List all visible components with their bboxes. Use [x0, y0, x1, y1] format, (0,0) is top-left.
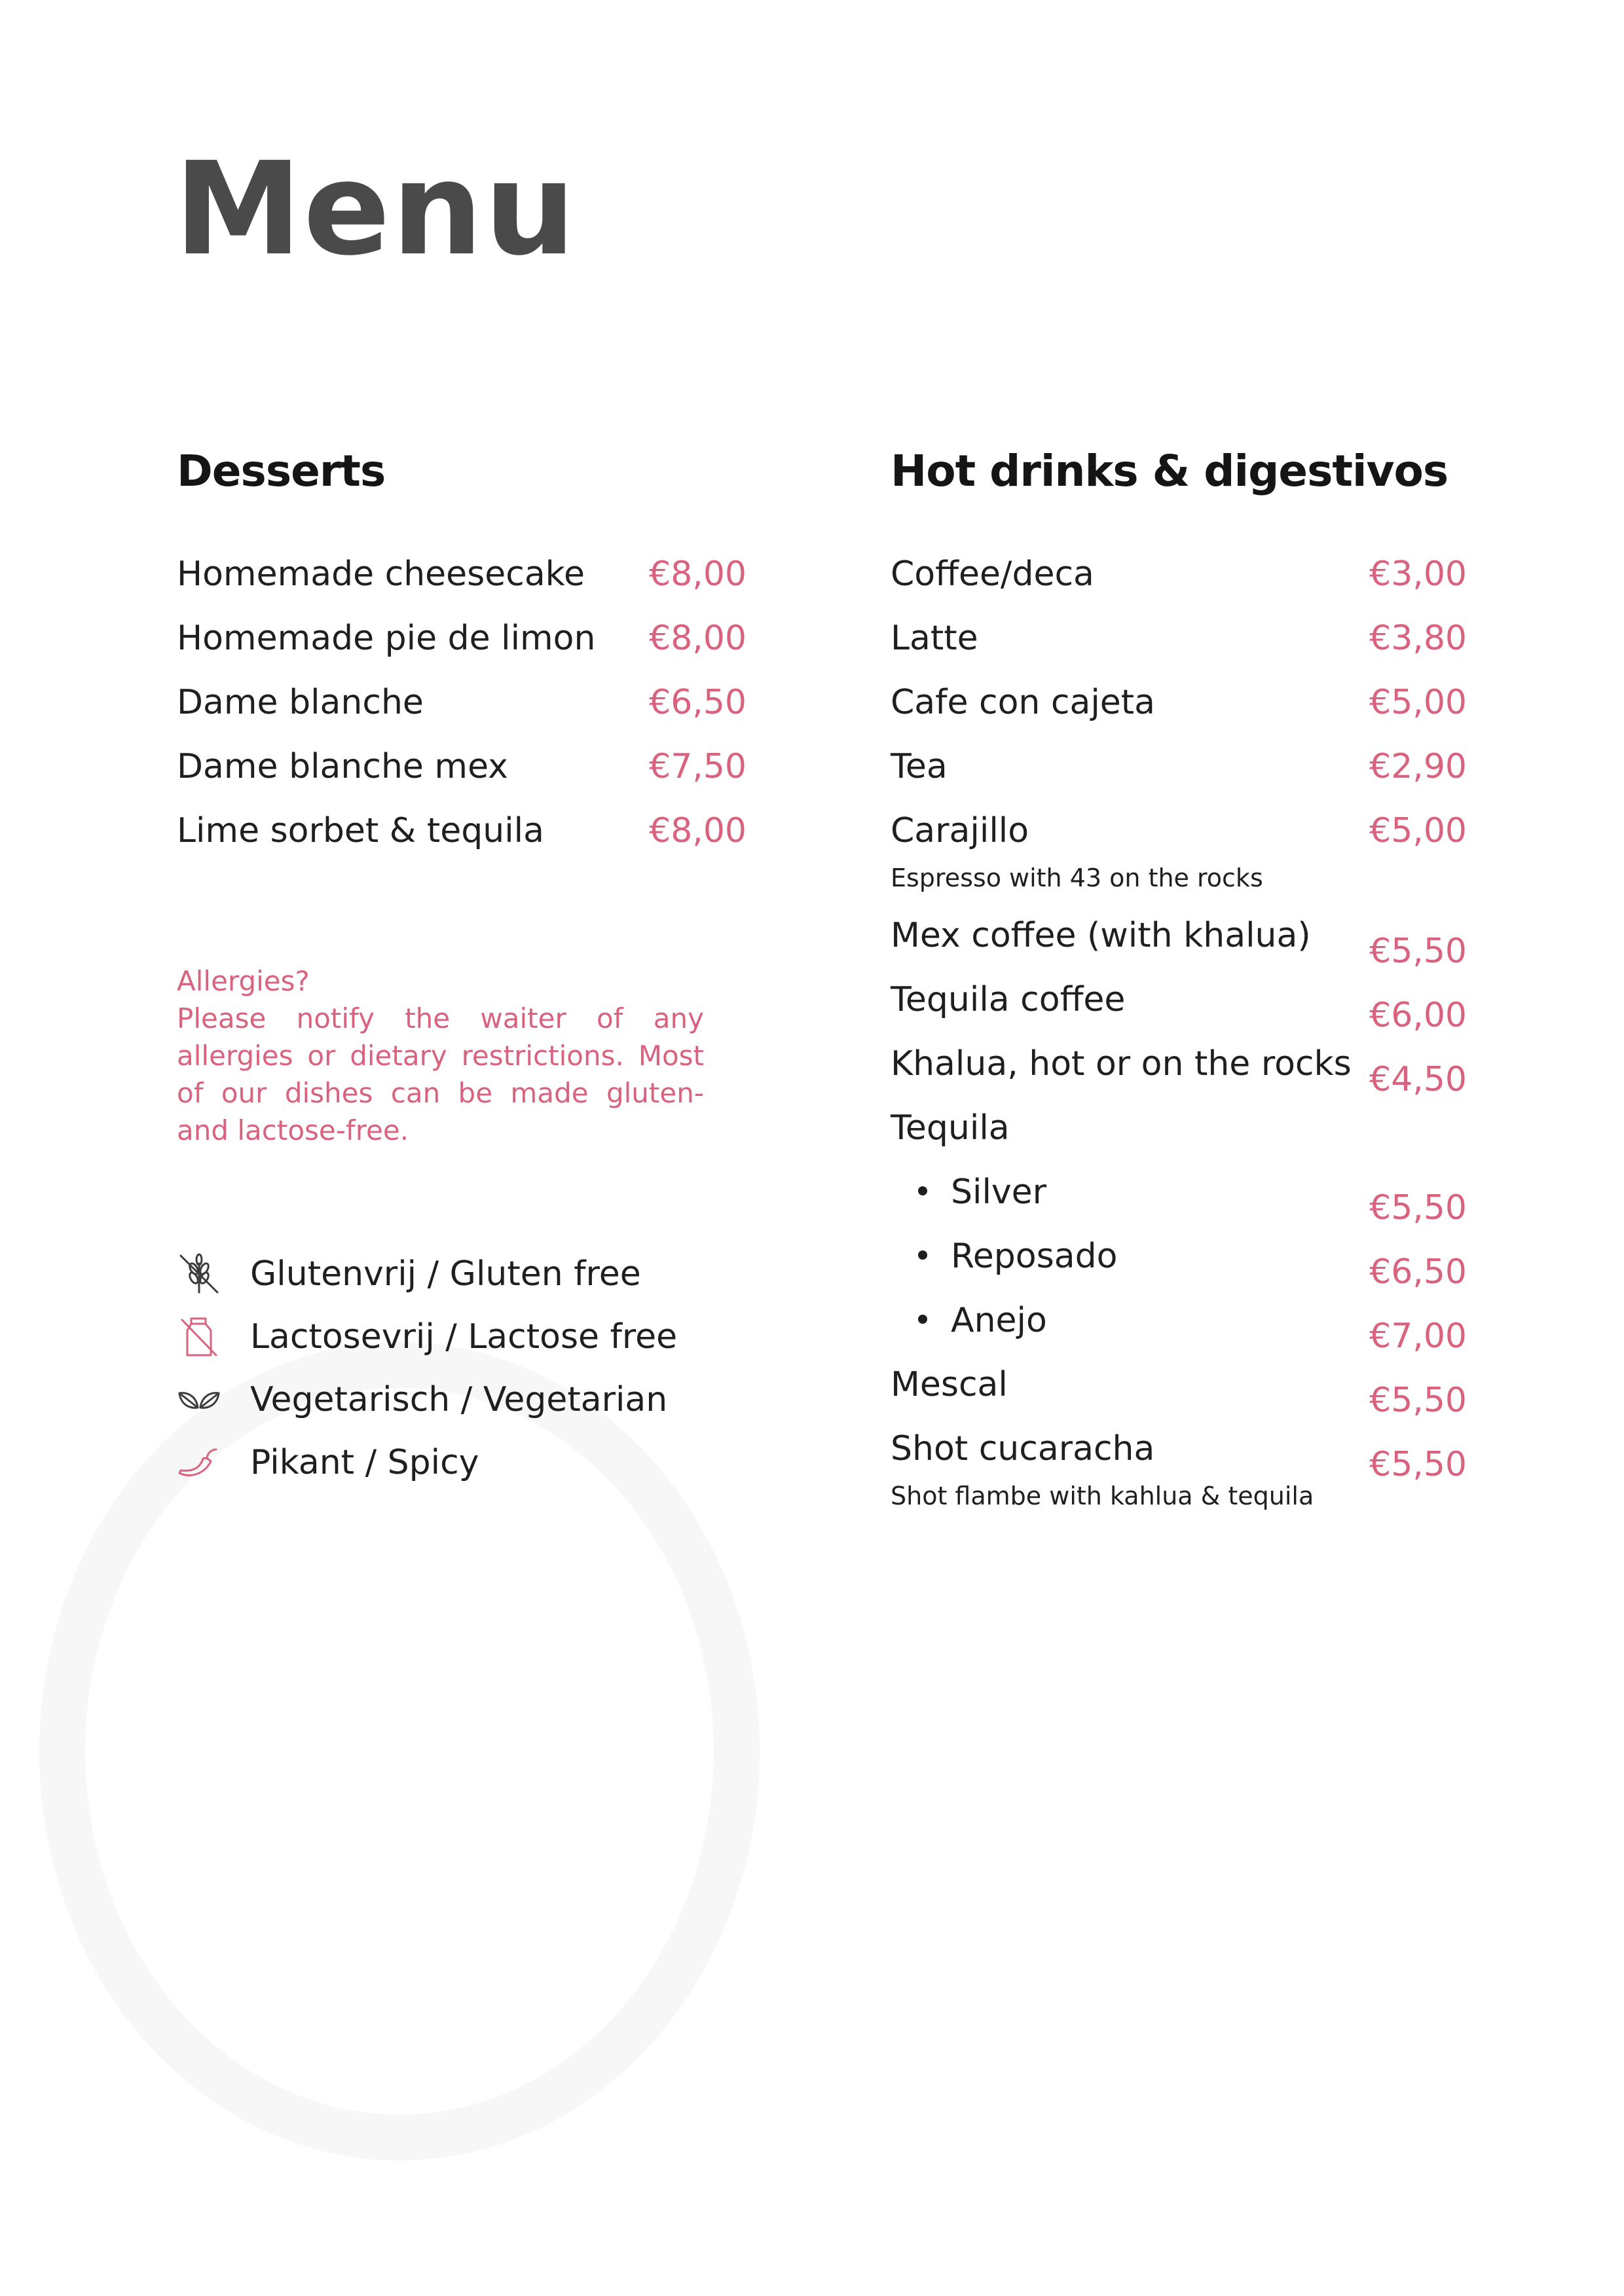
drink-item — [891, 1355, 1467, 1419]
drinks-heading: Hot drinks & digestivos — [891, 446, 1449, 496]
drink-item — [891, 1099, 1467, 1163]
item-description: Espresso with 43 on the rocks — [891, 864, 1263, 892]
item-price: €6,00 — [1369, 996, 1467, 1035]
item-price: €8,00 — [649, 619, 747, 658]
item-price: €3,00 — [1369, 555, 1467, 594]
drink-item — [891, 1034, 1467, 1099]
vegetarian-icon — [177, 1377, 221, 1422]
item-name: Mescal — [891, 1365, 1008, 1404]
item-price: €5,00 — [1369, 683, 1467, 722]
drink-item — [891, 906, 1467, 970]
dessert-item — [177, 737, 747, 801]
item-price: €5,50 — [1369, 932, 1467, 971]
item-name: Tequila — [891, 1108, 1010, 1148]
dessert-item — [177, 545, 747, 609]
bullet-icon — [918, 1315, 927, 1324]
item-price: €5,50 — [1369, 1188, 1467, 1228]
drinks-column — [891, 439, 1467, 1524]
drink-item — [891, 545, 1467, 609]
item-price: €4,50 — [1369, 1060, 1467, 1099]
drink-sub-item — [891, 1163, 1467, 1227]
legend-row-lactose-free — [177, 1305, 740, 1368]
item-name: Anejo — [951, 1301, 1047, 1340]
drink-item — [891, 801, 1467, 906]
desserts-list — [177, 545, 747, 866]
item-name: Lime sorbet & tequila — [177, 811, 544, 850]
legend-label: Pikant / Spicy — [250, 1443, 479, 1482]
item-price: €5,50 — [1369, 1445, 1467, 1484]
legend-row-gluten-free — [177, 1243, 740, 1305]
spicy-icon — [177, 1440, 221, 1485]
dessert-item — [177, 801, 747, 866]
item-name: Tequila coffee — [891, 980, 1126, 1019]
item-price: €2,90 — [1369, 747, 1467, 786]
item-name: Shot cucaracha — [891, 1429, 1155, 1468]
drinks-list — [891, 545, 1467, 1524]
legend-label: Vegetarisch / Vegetarian — [250, 1380, 668, 1419]
item-price: €3,80 — [1369, 619, 1467, 658]
drink-item — [891, 609, 1467, 673]
dessert-item — [177, 673, 747, 737]
item-price: €5,50 — [1369, 1381, 1467, 1420]
item-name: Tea — [891, 747, 948, 786]
item-description: Shot flambe with kahlua & tequila — [891, 1482, 1314, 1510]
legend-row-spicy — [177, 1431, 740, 1494]
desserts-heading: Desserts — [177, 446, 386, 496]
desserts-column — [177, 439, 747, 1482]
item-price: €8,00 — [649, 555, 747, 594]
item-name: Homemade cheesecake — [177, 555, 585, 594]
item-name: Carajillo — [891, 811, 1029, 850]
item-price: €8,00 — [649, 811, 747, 850]
item-name: Coffee/deca — [891, 555, 1094, 594]
allergy-title: Allergies? — [177, 965, 310, 997]
item-name: Mex coffee (with khalua) — [891, 916, 1311, 955]
item-price: €6,50 — [1369, 1252, 1467, 1292]
item-name: Dame blanche — [177, 683, 424, 722]
item-price: €5,00 — [1369, 811, 1467, 850]
item-name: Reposado — [951, 1237, 1118, 1276]
drink-item — [891, 673, 1467, 737]
legend-label: Glutenvrij / Gluten free — [250, 1254, 641, 1294]
dessert-item — [177, 609, 747, 673]
lactose-free-icon — [177, 1315, 221, 1359]
drink-sub-item — [891, 1291, 1467, 1355]
item-name: Latte — [891, 619, 978, 658]
item-name: Khalua, hot or on the rocks — [891, 1044, 1352, 1084]
gluten-free-icon — [177, 1252, 221, 1296]
legend-label: Lactosevrij / Lactose free — [250, 1317, 678, 1357]
bullet-icon — [918, 1250, 927, 1260]
page-title: Menu — [174, 135, 578, 284]
item-price: €7,50 — [649, 747, 747, 786]
item-price: €6,50 — [649, 683, 747, 722]
drink-item — [891, 970, 1467, 1034]
bullet-icon — [918, 1186, 927, 1195]
drink-sub-item — [891, 1227, 1467, 1291]
dietary-legend — [177, 1243, 740, 1494]
item-name: Silver — [951, 1173, 1047, 1212]
item-price: €7,00 — [1369, 1317, 1467, 1356]
allergy-notice — [177, 962, 704, 1149]
item-name: Homemade pie de limon — [177, 619, 596, 658]
drink-item — [891, 737, 1467, 801]
drink-item — [891, 1419, 1467, 1524]
allergy-text: Please notify the waiter of any allergies or dietary restrictions. Most of our dishes can be made gluten- and lactose-free. — [177, 1002, 704, 1146]
item-name: Cafe con cajeta — [891, 683, 1156, 722]
legend-row-vegetarian — [177, 1368, 740, 1431]
item-name: Dame blanche mex — [177, 747, 508, 786]
